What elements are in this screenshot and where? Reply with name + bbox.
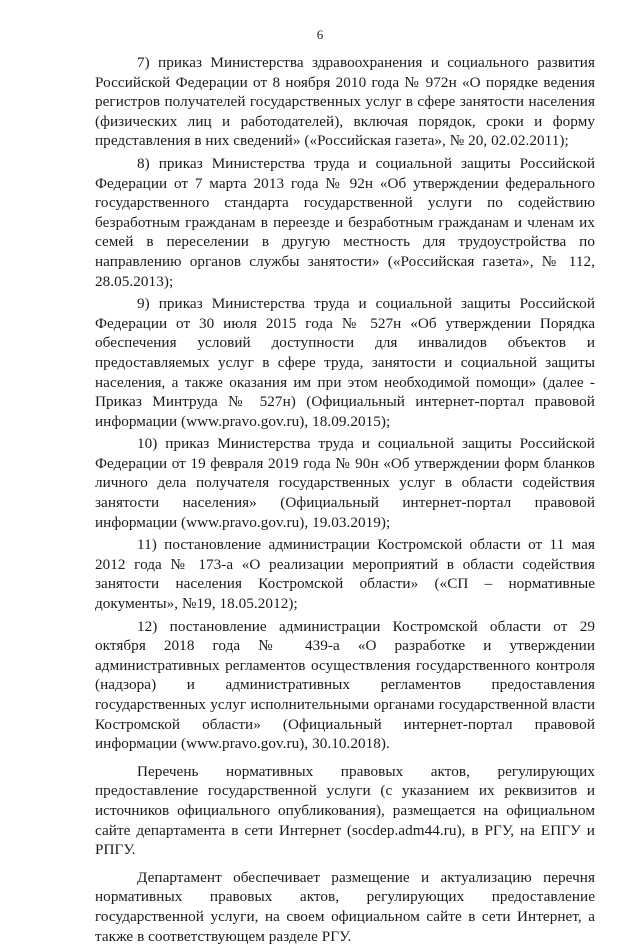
paragraph-item-12: 12) постановление администрации Костромской области от 29 октября 2018 года № 439-а «О разработке и утверждении административных регламентов осуществления государственного контроля (надзора) и административных регламентов предоставления государственных услуг исполнительными органами государственной власти Костромской области» (Официальный интернет-портал правовой информации (www.pravo.gov.ru), 30.10.2018).	[95, 617, 595, 753]
page-number: 6	[316, 27, 324, 42]
paragraph-item-11: 11) постановление администрации Костромской области от 11 мая 2012 года № 173-а «О реализации мероприятий в области содействия занятости населения Костромской области» («СП – нормативные документы», №19, 18.05.2012);	[95, 536, 595, 613]
paragraph-item-8: 8) приказ Министерства труда и социальной защиты Российской Федерации от 7 марта 2013 года № 92н «Об утверждении федерального государственного стандарта государственной услуги по содействию безработным гражданам в переезде и безработным гражданам и членам их семей в переселении в другую местность для трудоустройства по направлению органов службы занятости» («Российская газета», № 112, 28.05.2013);	[95, 154, 595, 290]
paragraph-item-7: 7) приказ Министерства здравоохранения и социального развития Российской Федерации от 8 ноября 2010 года № 972н «О порядке ведения регистров получателей государственных услуг в сфере занятости населения (физических лиц и работодателей), включая порядок, сроки и форму представления в них сведений» («Российская газета», № 20, 02.02.2011);	[95, 54, 595, 150]
paragraph-list-publication: Перечень нормативных правовых актов, регулирующих предоставление государственной услуги (с указанием их реквизитов и источников официального опубликования), размещается на официальном сайте департамента в сети Интернет (socdep.adm44.ru), в РГУ, на ЕПГУ и РПГУ.	[95, 762, 595, 859]
paragraph-item-9: 9) приказ Министерства труда и социальной защиты Российской Федерации от 30 июля 2015 года № 527н «Об утверждении Порядка обеспечения условий доступности для инвалидов объектов и предоставляемых услуг в сфере труда, занятости и социальной защиты населения, а также оказания им при этом необходимой помощи» (далее - Приказ Минтруда № 527н) (Официальный интернет-портал правовой информации (www.pravo.gov.ru), 18.09.2015);	[95, 295, 595, 430]
paragraph-item-10: 10) приказ Министерства труда и социальной защиты Российской Федерации от 19 февраля 2019 года № 90н «Об утверждении форм бланков личного дела получателя государственных услуг в области содействия занятости населения» (Официальный интернет-портал правовой информации (www.pravo.gov.ru), 19.03.2019);	[95, 435, 595, 531]
document-body	[95, 53, 595, 946]
paragraph-department-duty: Департамент обеспечивает размещение и актуализацию перечня нормативных правовых актов, регулирующих предоставление государственной услуги, на своем официальном сайте в сети Интернет, а также в соответствующем разделе РГУ.	[95, 868, 595, 945]
